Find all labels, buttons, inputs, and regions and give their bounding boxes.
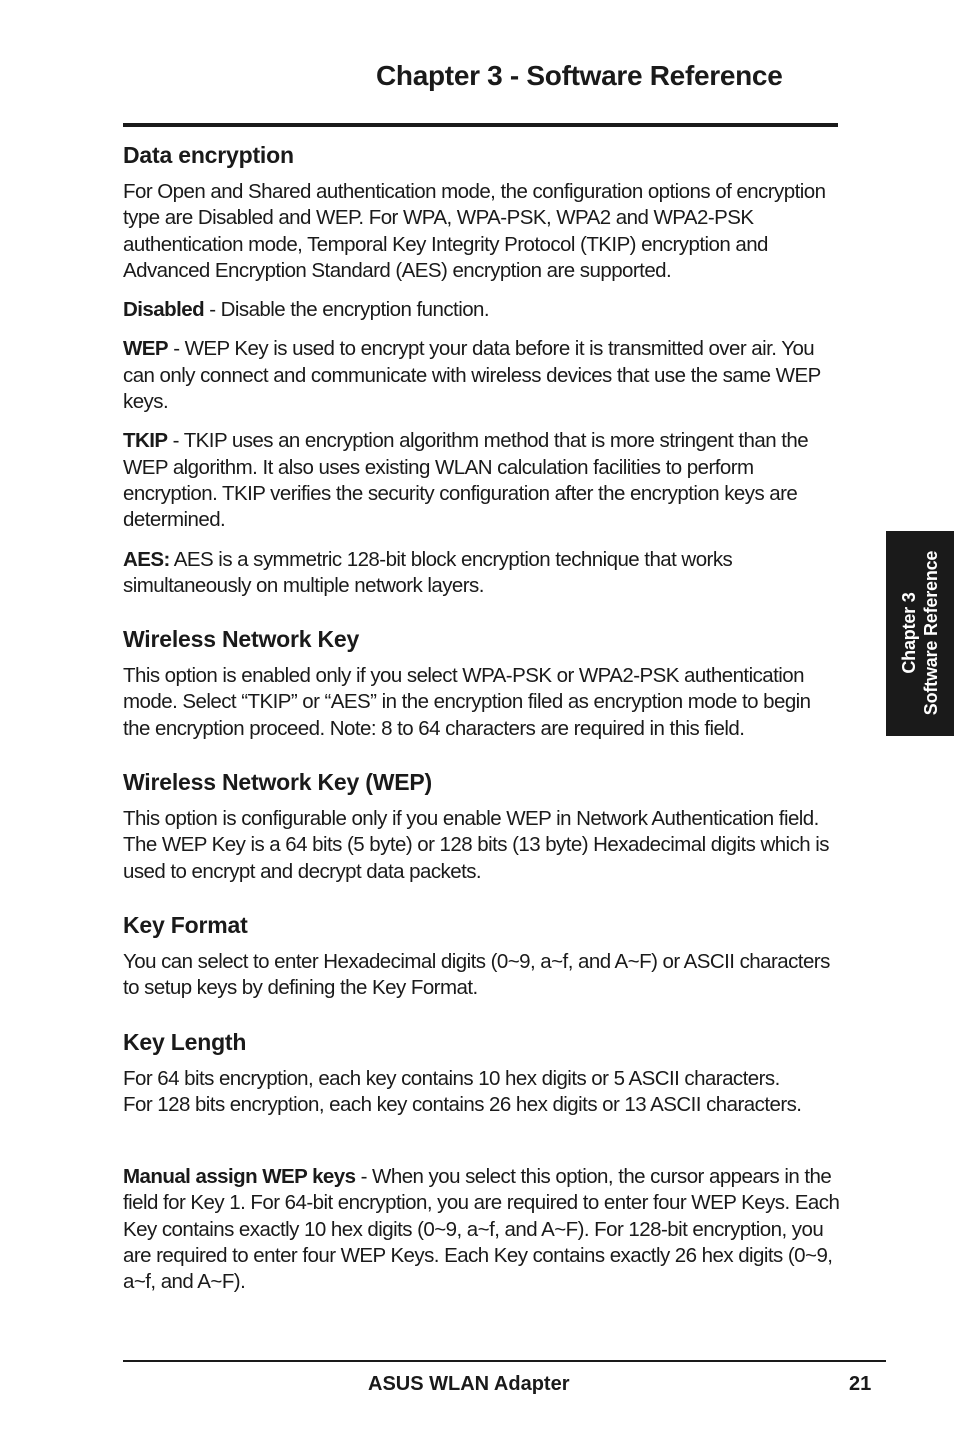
paragraph-key-format: You can select to enter Hexadecimal digits (0~9, a~f, and A~F) or ASCII characters to setup keys by defining the Key Format. <box>123 949 830 1000</box>
section-data-encryption <box>123 140 841 599</box>
text-wep: - WEP Key is used to encrypt your data before it is transmitted over air. You can only connect and communicate with wireless devices that use the same WEP keys. <box>123 337 821 414</box>
paragraph-wep <box>123 336 841 415</box>
paragraph-manual-assign-wep-keys <box>123 1164 841 1295</box>
text-disabled: - Disable the encryption function. <box>204 298 490 322</box>
key-length-line-64: For 64 bits encryption, each key contains 10 hex digits or 5 ASCII characters. <box>123 1066 780 1090</box>
term-aes: AES: <box>123 547 170 571</box>
paragraph-data-encryption-intro: For Open and Shared authentication mode, the configuration options of encryption type are Disabled and WEP. For WPA, WPA-PSK, WPA2 and WPA2-PSK authentication mode, Temporal Key Integrity Protocol (TKIP) encryption and Advanced Encryption Standard (AES) encryption are supported. <box>123 180 826 282</box>
text-aes: AES is a symmetric 128-bit block encryption technique that works simultaneously on multiple network layers. <box>123 547 733 597</box>
text-manual-assign-wep-keys: - When you select this option, the cursor appears in the field for Key 1. For 64-bit encryption, you are required to enter four WEP Keys. Each Key contains exactly 10 hex digits (0~9, a~f, and A~F). For 128-bit encryption, you are required to enter four WEP Keys. Each Key contains exactly 26 hex digits (0~9, a~f, and A~F). <box>123 1165 840 1294</box>
paragraph-disabled <box>123 297 841 323</box>
paragraph-aes <box>123 547 841 600</box>
chapter-side-tab <box>886 531 954 736</box>
heading-key-length: Key Length <box>123 1028 247 1055</box>
footer-title: ASUS WLAN Adapter <box>368 1373 570 1395</box>
text-tkip: - TKIP uses an encryption algorithm method that is more stringent than the WEP algorithm. It also uses existing WLAN calculation facilities to perform encryption. TKIP verifies the security configuration after the encryption keys are determined. <box>123 429 809 532</box>
side-tab-chapter: Chapter 3 <box>899 592 919 674</box>
term-tkip: TKIP <box>123 429 168 453</box>
paragraph-tkip <box>123 428 841 533</box>
section-wireless-network-key-wep <box>123 767 841 885</box>
term-disabled: Disabled <box>123 298 205 322</box>
chapter-title: Chapter 3 - Software Reference <box>376 60 783 91</box>
page-number: 21 <box>849 1373 872 1395</box>
side-tab-text <box>898 551 942 715</box>
page-content <box>123 140 841 1309</box>
header-rule <box>123 123 838 127</box>
footer-rule <box>123 1360 886 1362</box>
paragraph-wireless-network-key-wep: This option is configurable only if you enable WEP in Network Authentication field. The WEP Key is a 64 bits (5 byte) or 128 bits (13 byte) Hexadecimal digits which is used to encrypt and decrypt data packets. <box>123 807 829 883</box>
term-manual-assign-wep-keys: Manual assign WEP keys <box>123 1165 356 1189</box>
section-key-format <box>123 910 841 1002</box>
term-wep: WEP <box>123 337 169 361</box>
side-tab-title: Software Reference <box>921 550 941 716</box>
section-wireless-network-key <box>123 624 841 742</box>
heading-wireless-network-key-wep: Wireless Network Key (WEP) <box>123 769 433 796</box>
heading-data-encryption: Data encryption <box>123 142 294 168</box>
section-key-length <box>123 1027 841 1119</box>
heading-key-format: Key Format <box>123 911 248 938</box>
key-length-line-128: For 128 bits encryption, each key contains 26 hex digits or 13 ASCII characters. <box>123 1092 802 1116</box>
heading-wireless-network-key: Wireless Network Key <box>123 626 360 653</box>
paragraph-key-length <box>123 1066 841 1119</box>
paragraph-wireless-network-key: This option is enabled only if you select WPA-PSK or WPA2-PSK authentication mode. Select “TKIP” or “AES” in the encryption filed as encryption mode to begin the encryption proceed. Note: 8 to 64 characters are required in this field. <box>123 664 811 740</box>
